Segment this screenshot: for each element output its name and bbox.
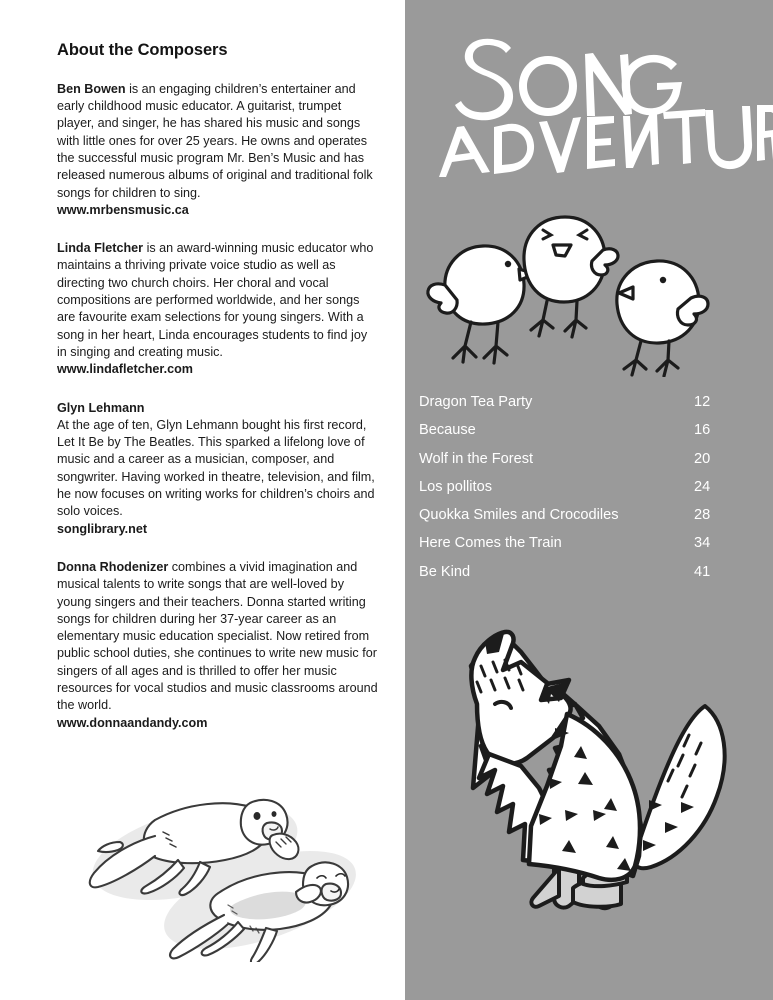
chicks-illustration [419,212,719,377]
song-list-item[interactable] [419,501,759,529]
wolf-illustration [443,618,743,923]
song-page-number: 20 [694,450,711,467]
composer-name-ben-bowen: Ben Bowen [57,81,126,96]
composer-name-glyn-lehmann: Glyn Lehmann [57,400,145,415]
song-page-number: 41 [694,563,711,580]
composer-text-glyn-lehmann: At the age of ten, Glyn Lehmann bought his first record, Let It Be by The Beatles. This sparked a lifelong love of music and a career as a musician, composer, and songwriter. Having worked in theatre, television, and film, he now focuses on writing works for children’s choirs and solo voices. [57,417,375,519]
song-page-number: 16 [694,422,711,439]
composer-bio-ben-bowen [57,81,379,219]
song-title: Los pollitos [419,478,493,495]
song-list-item[interactable] [419,558,759,586]
song-list [419,388,759,586]
composer-bio-donna-rhodenizer [57,559,379,732]
composer-url-linda-fletcher[interactable]: www.lindafletcher.com [57,362,193,377]
song-page-number: 24 [694,478,711,495]
composer-text-ben-bowen: is an engaging children’s entertainer and early childhood music educator. A guitarist, trumpet player, and singer, he has shared his music and songs with little ones for over 25 years. He owns and operates the successful music program Mr. Ben’s Music and has released numerous albums of original and traditional folk songs for children to sing. [57,81,373,200]
composer-text-linda-fletcher: is an award-winning music educator who maintains a thriving private voice studio as well as directing two church choirs. Her choral and vocal compositions are performed worldwide, and her songs are favourite exam selections for young singers. With a song in her heart, Linda encourages students to find joy in singing and creating music. [57,241,374,359]
composer-url-donna-rhodenizer[interactable]: www.donnaandandy.com [57,715,208,730]
song-title: Because [419,422,476,439]
composer-name-linda-fletcher: Linda Fletcher [57,241,144,256]
cover-title [405,26,773,186]
composer-url-glyn-lehmann[interactable]: songlibrary.net [57,521,148,536]
song-page-number: 12 [694,394,711,410]
composer-url-ben-bowen[interactable]: www.mrbensmusic.ca [57,202,189,217]
song-list-item[interactable] [419,473,759,501]
song-title: Here Comes the Train [419,535,562,552]
song-list-item[interactable] [419,416,759,444]
song-title: Be Kind [419,563,471,580]
composer-bio-linda-fletcher [57,240,379,378]
composer-bio-glyn-lehmann [57,400,379,538]
sea-otters-illustration [60,772,370,962]
page-title: About the Composers [57,41,228,59]
song-list-item[interactable] [419,529,759,557]
song-page-number: 34 [694,535,711,552]
right-panel [405,0,773,1000]
composers-section [57,41,379,753]
song-list-item[interactable] [419,388,759,416]
composer-name-donna-rhodenizer: Donna Rhodenizer [57,559,169,574]
song-title: Quokka Smiles and Crocodiles [419,507,619,524]
song-list-item[interactable] [419,445,759,473]
song-title: Dragon Tea Party [419,394,533,410]
song-page-number: 28 [694,507,711,524]
composer-text-donna-rhodenizer: combines a vivid imagination and musical talents to write songs that are well-loved by young singers and their teachers. Donna started writing songs for children during her 37-year career as an elementary music education specialist. Now retired from public school duties, she continues to write new music for singers of all ages and is thrilled to offer her music resources for vocal studios and music classrooms around the world. [57,559,378,713]
song-title: Wolf in the Forest [419,450,534,467]
